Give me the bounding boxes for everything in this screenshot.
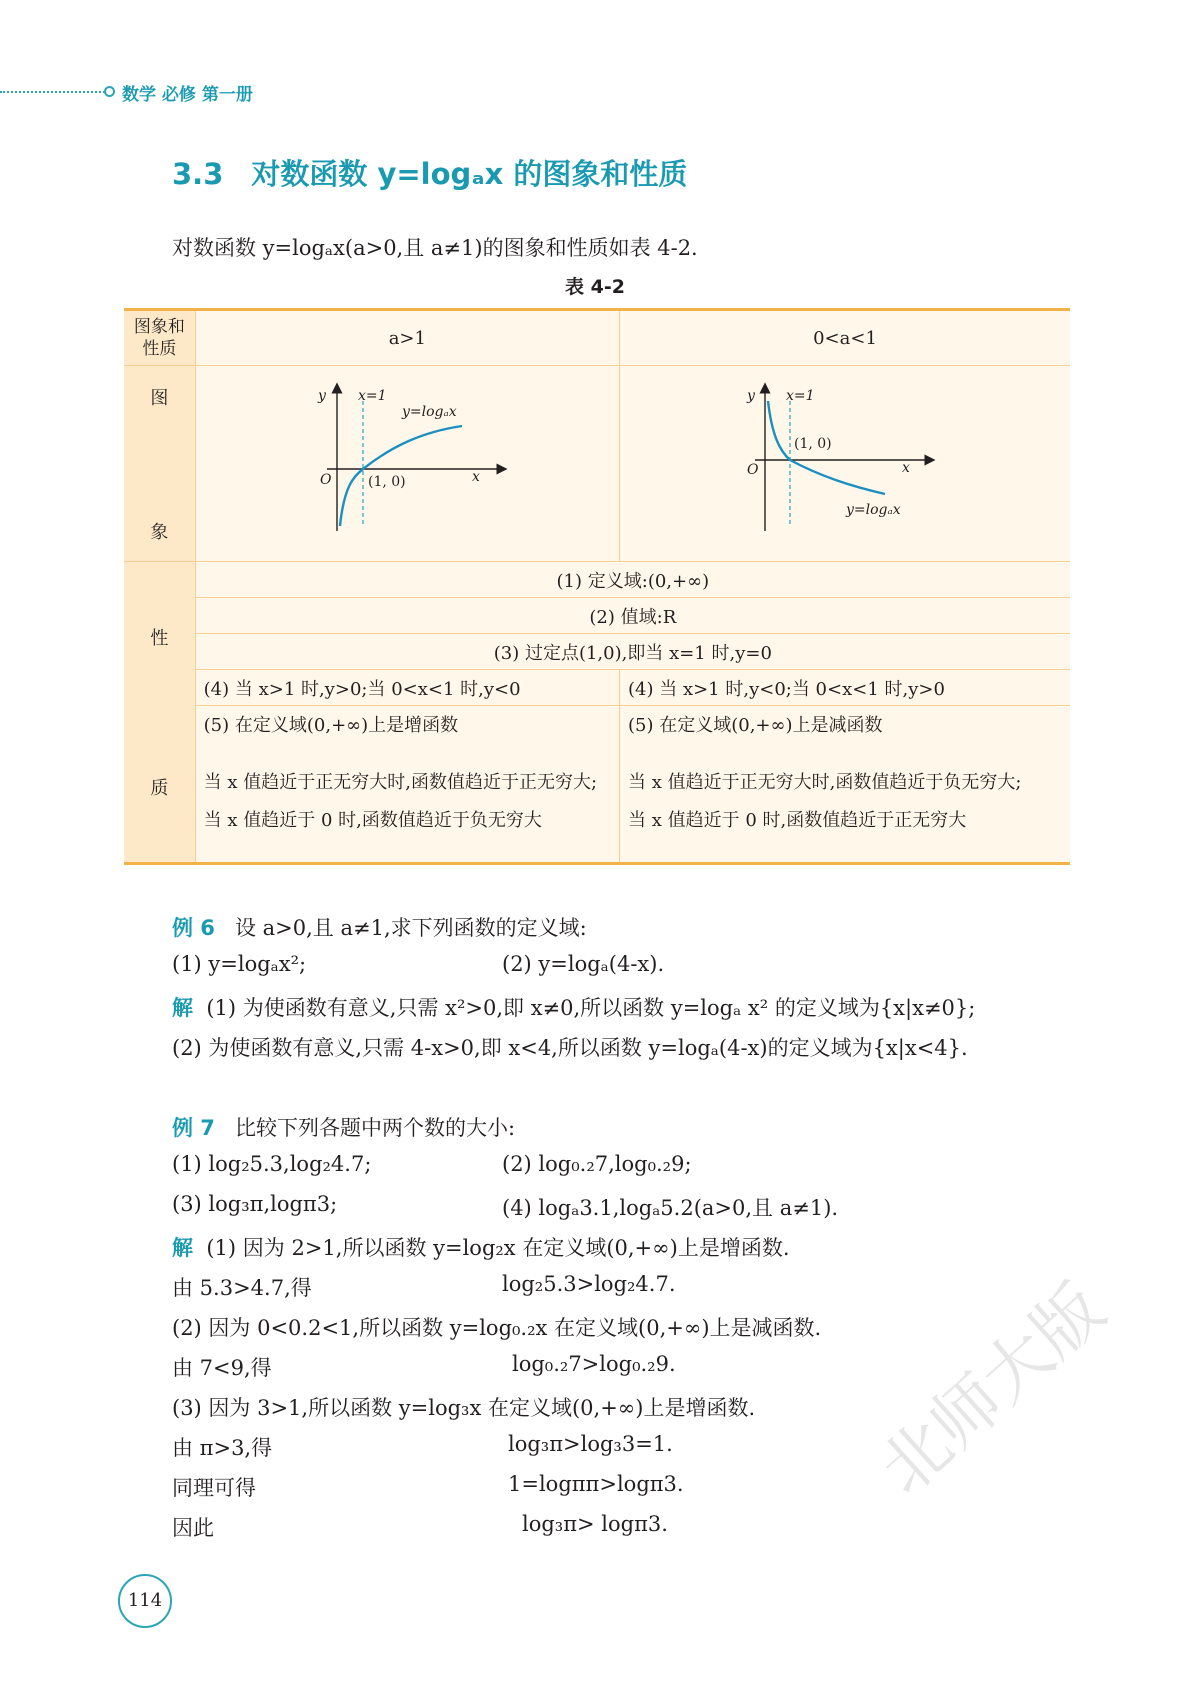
- property-monotonic-left: (5) 在定义域(0,+∞)上是增函数: [195, 706, 619, 742]
- property-label-2: 质: [150, 778, 169, 799]
- example-6-questions: [172, 952, 665, 976]
- example-7-solution-1: [172, 1232, 790, 1262]
- label-x-equals-1: x=1: [786, 388, 815, 404]
- image-label-2: 象: [150, 521, 169, 543]
- header-circle-icon: [104, 86, 115, 97]
- example-6-text: 设 a>0,且 a≠1,求下列函数的定义域:: [234, 916, 587, 940]
- example-7-line-4: [172, 1352, 676, 1382]
- example-7-q1: (1) log₂5.3,log₂4.7;: [172, 1152, 372, 1176]
- section-title: [172, 152, 687, 193]
- table-corner-label: [124, 310, 195, 366]
- image-label-1: 图: [150, 387, 169, 409]
- graph-cell-left: [195, 366, 619, 562]
- example-7-questions-b: [172, 1192, 839, 1220]
- example-7-s2b: log₂5.3>log₂4.7.: [502, 1272, 676, 1296]
- page-number: 114: [118, 1574, 172, 1628]
- limits-left-b: 当 x 值趋近于 0 时,函数值趋近于负无穷大: [203, 809, 542, 831]
- example-7-line-2: [172, 1272, 676, 1302]
- example-7-s6b: log₃π>log₃3=1.: [508, 1432, 673, 1456]
- limits-left-a: 当 x 值趋近于正无穷大时,函数值趋近于正无穷大;: [203, 771, 598, 793]
- property-sign-left: (4) 当 x>1 时,y>0;当 0<x<1 时,y<0: [195, 670, 619, 706]
- example-7-s4a: 由 7<9,得: [172, 1356, 272, 1380]
- example-7-line-8: [172, 1512, 668, 1542]
- label-x: x: [902, 460, 910, 476]
- label-func: y=logₐx: [402, 404, 457, 420]
- properties-table: [124, 308, 1070, 865]
- example-6-solution-1: [172, 992, 975, 1022]
- property-domain: (1) 定义域:(0,+∞): [195, 562, 1070, 598]
- example-7-s8a: 因此: [172, 1516, 214, 1540]
- example-7-solution-label: 解: [172, 1236, 193, 1260]
- example-7-s1: (1) 因为 2>1,所以函数 y=log₂x 在定义域(0,+∞)上是增函数.: [206, 1236, 790, 1260]
- graph-increasing-log: [202, 366, 612, 556]
- example-7-q4: (4) logₐ3.1,logₐ5.2(a>0,且 a≠1).: [502, 1196, 839, 1220]
- label-o: O: [320, 472, 332, 488]
- example-6-solution-label: 解: [172, 996, 193, 1020]
- property-limits-left: [195, 742, 619, 864]
- example-6-label: 例 6: [172, 916, 215, 940]
- property-range: (2) 值域:R: [195, 598, 1070, 634]
- label-x-equals-1: x=1: [358, 388, 387, 404]
- header-dotted-line: [0, 91, 105, 93]
- example-7-questions-a: [172, 1152, 692, 1176]
- label-y: y: [747, 388, 755, 404]
- label-y: y: [318, 388, 327, 404]
- example-7-s6a: 由 π>3,得: [172, 1436, 273, 1460]
- limits-right-b: 当 x 值趋近于 0 时,函数值趋近于正无穷大: [628, 809, 967, 831]
- table-caption: 表 4-2: [565, 276, 625, 298]
- property-label-1: 性: [150, 628, 169, 649]
- example-7-s8b: log₃π> logπ3.: [522, 1512, 668, 1536]
- corner-label-text: 图象和性质: [133, 317, 185, 359]
- example-7-label: 例 7: [172, 1116, 215, 1140]
- example-6-prompt: [172, 912, 587, 942]
- example-7-s4b: log₀.₂7>log₀.₂9.: [512, 1352, 676, 1376]
- example-7-s7b: 1=logππ>logπ3.: [508, 1472, 684, 1496]
- property-fixed-point: (3) 过定点(1,0),即当 x=1 时,y=0: [195, 634, 1070, 670]
- example-7-s3: (2) 因为 0<0.2<1,所以函数 y=log₀.₂x 在定义域(0,+∞)上是减函数.: [172, 1316, 822, 1340]
- example-7-q2: (2) log₀.₂7,log₀.₂9;: [502, 1152, 692, 1176]
- intro-text: 对数函数 y=logₐx(a>0,且 a≠1)的图象和性质如表 4-2.: [172, 236, 698, 260]
- example-6-sol1: (1) 为使函数有意义,只需 x²>0,即 x≠0,所以函数 y=logₐ x² 的定义域为{x|x≠0};: [206, 996, 976, 1020]
- example-7-q3: (3) log₃π,logπ3;: [172, 1192, 338, 1216]
- label-func: y=logₐx: [846, 502, 901, 518]
- example-7-line-7: [172, 1472, 684, 1502]
- property-limits-right: [620, 742, 1071, 864]
- limits-right-a: 当 x 值趋近于正无穷大时,函数值趋近于负无穷大;: [628, 771, 1022, 793]
- section-title-text: 对数函数 y=logₐx 的图象和性质: [251, 157, 688, 191]
- header-a-gt-1: a>1: [195, 310, 619, 366]
- example-7-prompt: [172, 1112, 515, 1142]
- example-6-q1: (1) y=logₐx²;: [172, 952, 307, 976]
- image-row-label: [124, 366, 195, 562]
- example-7-s5: (3) 因为 3>1,所以函数 y=log₃x 在定义域(0,+∞)上是增函数.: [172, 1396, 756, 1420]
- label-point: (1, 0): [368, 474, 406, 490]
- label-x: x: [472, 469, 481, 485]
- label-point: (1, 0): [794, 436, 832, 452]
- example-7-s2a: 由 5.3>4.7,得: [172, 1276, 312, 1300]
- example-7-text: 比较下列各题中两个数的大小:: [234, 1116, 516, 1140]
- property-row-label: [124, 562, 195, 864]
- header-0-lt-a-lt-1: 0<a<1: [620, 310, 1071, 366]
- example-7-line-6: [172, 1432, 673, 1462]
- graph-decreasing-log: [620, 366, 1070, 556]
- label-o: O: [747, 462, 759, 478]
- property-monotonic-right: (5) 在定义域(0,+∞)上是减函数: [620, 706, 1071, 742]
- graph-cell-right: [620, 366, 1071, 562]
- property-sign-right: (4) 当 x>1 时,y<0;当 0<x<1 时,y>0: [620, 670, 1071, 706]
- header-text: 数学 必修 第一册: [122, 85, 253, 105]
- example-6-q2: (2) y=logₐ(4-x).: [502, 952, 665, 976]
- publisher-watermark: 北师大版: [865, 1269, 1121, 1510]
- example-7-s7a: 同理可得: [172, 1476, 256, 1500]
- example-6-sol2: (2) 为使函数有意义,只需 4-x>0,即 x<4,所以函数 y=logₐ(4-x)的定义域为{x|x<4}.: [172, 1036, 968, 1060]
- section-number: 3.3: [172, 157, 224, 191]
